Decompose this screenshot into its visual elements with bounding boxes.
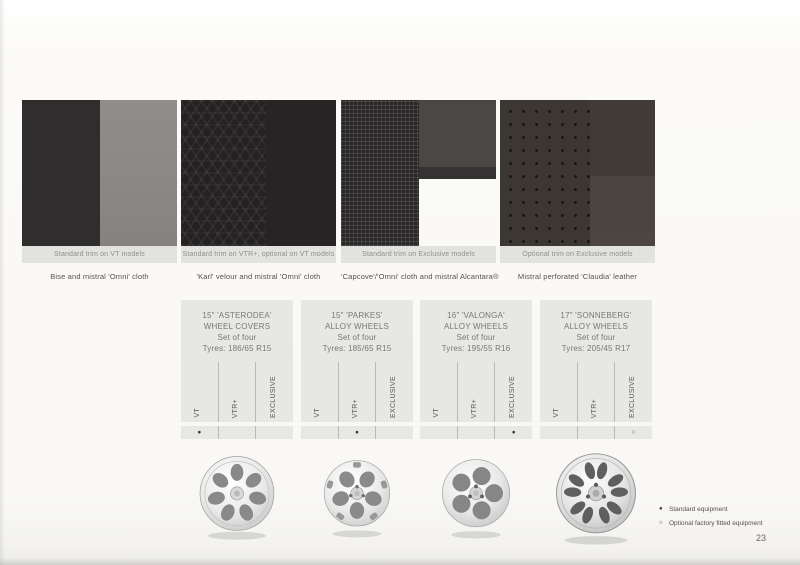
trim-photo-karl-velour	[181, 100, 336, 246]
trim-availability: Standard trim on VTR+, optional on VT models	[181, 246, 336, 263]
marker-cell-vtr-plus	[577, 426, 615, 439]
trim-availability: Optional trim on Exclusive models	[500, 246, 655, 263]
column-label: EXCLUSIVE	[269, 376, 277, 418]
marker-cell-exclusive	[375, 426, 413, 439]
legend-item-optional	[659, 516, 763, 530]
fabric-panel-karl	[181, 100, 266, 246]
marker-cell-vtr-plus	[457, 426, 495, 439]
trim-name: 'Karl' velour and mistral 'Omni' cloth	[196, 272, 321, 281]
wheel-title: 15" 'ASTERODEA'	[202, 311, 272, 320]
legend-item-standard	[659, 502, 763, 516]
column-label: VT	[314, 408, 322, 418]
wheel-table-header	[540, 300, 652, 354]
column-vtr-plus	[218, 362, 256, 422]
column-label: EXCLUSIVE	[628, 376, 636, 418]
wheel-subtitle: WHEEL COVERS	[203, 322, 271, 331]
leather-panel-perforated	[500, 100, 590, 246]
column-exclusive	[494, 362, 532, 422]
scan-edge-left	[0, 0, 5, 565]
trim-name: 'Capcove'/'Omni' cloth and mistral Alcantara®	[341, 272, 499, 281]
marker-cell-vt	[420, 426, 457, 439]
marker-cell-vtr-plus	[218, 426, 256, 439]
column-label: VT	[553, 408, 561, 418]
fabric-panel-mistral-omni	[266, 100, 336, 246]
trim-level-columns	[301, 362, 413, 422]
wheel-title: 17" 'SONNEBERG'	[560, 311, 632, 320]
column-vtr-plus	[457, 362, 495, 422]
wheel-table-header	[420, 300, 532, 354]
column-label: VT	[433, 408, 441, 418]
trim-availability: Standard trim on Exclusive models	[341, 246, 496, 263]
wheel-quantity: Set of four	[217, 333, 257, 342]
column-label: VTR+	[471, 398, 478, 418]
marker-cell-vt: ●	[197, 429, 202, 436]
wheel-subtitle: ALLOY WHEELS	[443, 322, 509, 331]
column-vt	[301, 362, 338, 422]
filled-dot-icon: ●	[659, 506, 663, 512]
marker-cell-vtr-plus: ●	[338, 426, 376, 439]
wheel-photo-asterodea	[181, 449, 293, 550]
column-label: VTR+	[591, 398, 598, 418]
marker-cell-vt	[301, 426, 338, 439]
column-vtr-plus	[577, 362, 615, 422]
trim-swatch-claudia-leather	[500, 100, 655, 281]
column-vt	[540, 362, 577, 422]
wheel-markers-parkes	[301, 426, 413, 439]
trim-level-columns	[181, 362, 293, 422]
wheel-subtitle: ALLOY WHEELS	[563, 322, 629, 331]
wheel-photo-parkes	[301, 454, 413, 547]
trim-name: Mistral perforated 'Claudia' leather	[517, 272, 638, 281]
wheel-photo-sonneberg	[540, 446, 652, 555]
trim-photo-capcove-alcantara	[341, 100, 496, 246]
marker-cell-exclusive: ○	[614, 426, 652, 439]
equipment-legend	[659, 502, 763, 530]
scan-edge-bottom	[0, 558, 800, 565]
wheel-subtitle: ALLOY WHEELS	[324, 322, 390, 331]
legend-label: Standard equipment	[669, 505, 728, 513]
wheel-quantity: Set of four	[337, 333, 377, 342]
wheel-title: 16" 'VALONGA'	[447, 311, 505, 320]
leather-panel-plain	[590, 100, 655, 246]
fabric-panel-mistral	[100, 100, 178, 246]
column-label: VT	[194, 408, 202, 418]
wheel-quantity: Set of four	[456, 333, 496, 342]
fabric-panel-alcantara-light	[419, 100, 497, 167]
column-label: EXCLUSIVE	[389, 376, 397, 418]
column-vt	[181, 362, 218, 422]
wheel-table-sonneberg	[540, 300, 652, 422]
wheel-table-header	[301, 300, 413, 354]
fabric-panel-bise	[22, 100, 100, 246]
trim-name: Bise and mistral 'Omni' cloth	[50, 272, 149, 281]
trim-photo-claudia-leather	[500, 100, 655, 246]
wheel-tyres: Tyres: 186/65 R15	[202, 344, 272, 353]
column-label: EXCLUSIVE	[508, 376, 516, 418]
wheel-markers-valonga	[420, 426, 532, 439]
wheel-title: 15" 'PARKES'	[331, 311, 383, 320]
marker-cell-exclusive: ●	[494, 426, 532, 439]
page-number: 23	[756, 533, 767, 543]
trim-level-columns	[540, 362, 652, 422]
wheel-markers-sonneberg	[540, 426, 652, 439]
marker-cell-vt	[540, 426, 577, 439]
trim-swatch-capcove-alcantara	[341, 100, 499, 281]
wheel-tyres: Tyres: 195/55 R16	[441, 344, 511, 353]
wheel-table-header	[181, 300, 293, 354]
legend-label: Optional factory fitted equipment	[669, 519, 763, 527]
fabric-panel-capcove	[341, 100, 419, 246]
trim-swatch-omni-cloth	[22, 100, 177, 281]
wheel-tyres: Tyres: 185/65 R15	[322, 344, 392, 353]
trim-swatch-karl-velour	[181, 100, 336, 281]
column-vt	[420, 362, 457, 422]
column-vtr-plus	[338, 362, 376, 422]
wheel-markers-asterodea	[181, 426, 293, 439]
wheel-table-parkes	[301, 300, 413, 422]
column-exclusive	[255, 362, 293, 422]
column-exclusive	[375, 362, 413, 422]
open-circle-icon: ○	[659, 520, 663, 526]
wheel-photo-valonga	[420, 453, 532, 548]
wheel-table-valonga	[420, 300, 532, 422]
trim-photo-omni-cloth	[22, 100, 177, 246]
wheel-quantity: Set of four	[576, 333, 616, 342]
trim-availability: Standard trim on VT models	[22, 246, 177, 263]
column-exclusive	[614, 362, 652, 422]
wheel-tyres: Tyres: 205/45 R17	[561, 344, 631, 353]
column-label: VTR+	[232, 398, 239, 418]
marker-cell-exclusive	[255, 426, 293, 439]
wheel-table-asterodea	[181, 300, 293, 422]
column-label: VTR+	[352, 398, 359, 418]
trim-level-columns	[420, 362, 532, 422]
